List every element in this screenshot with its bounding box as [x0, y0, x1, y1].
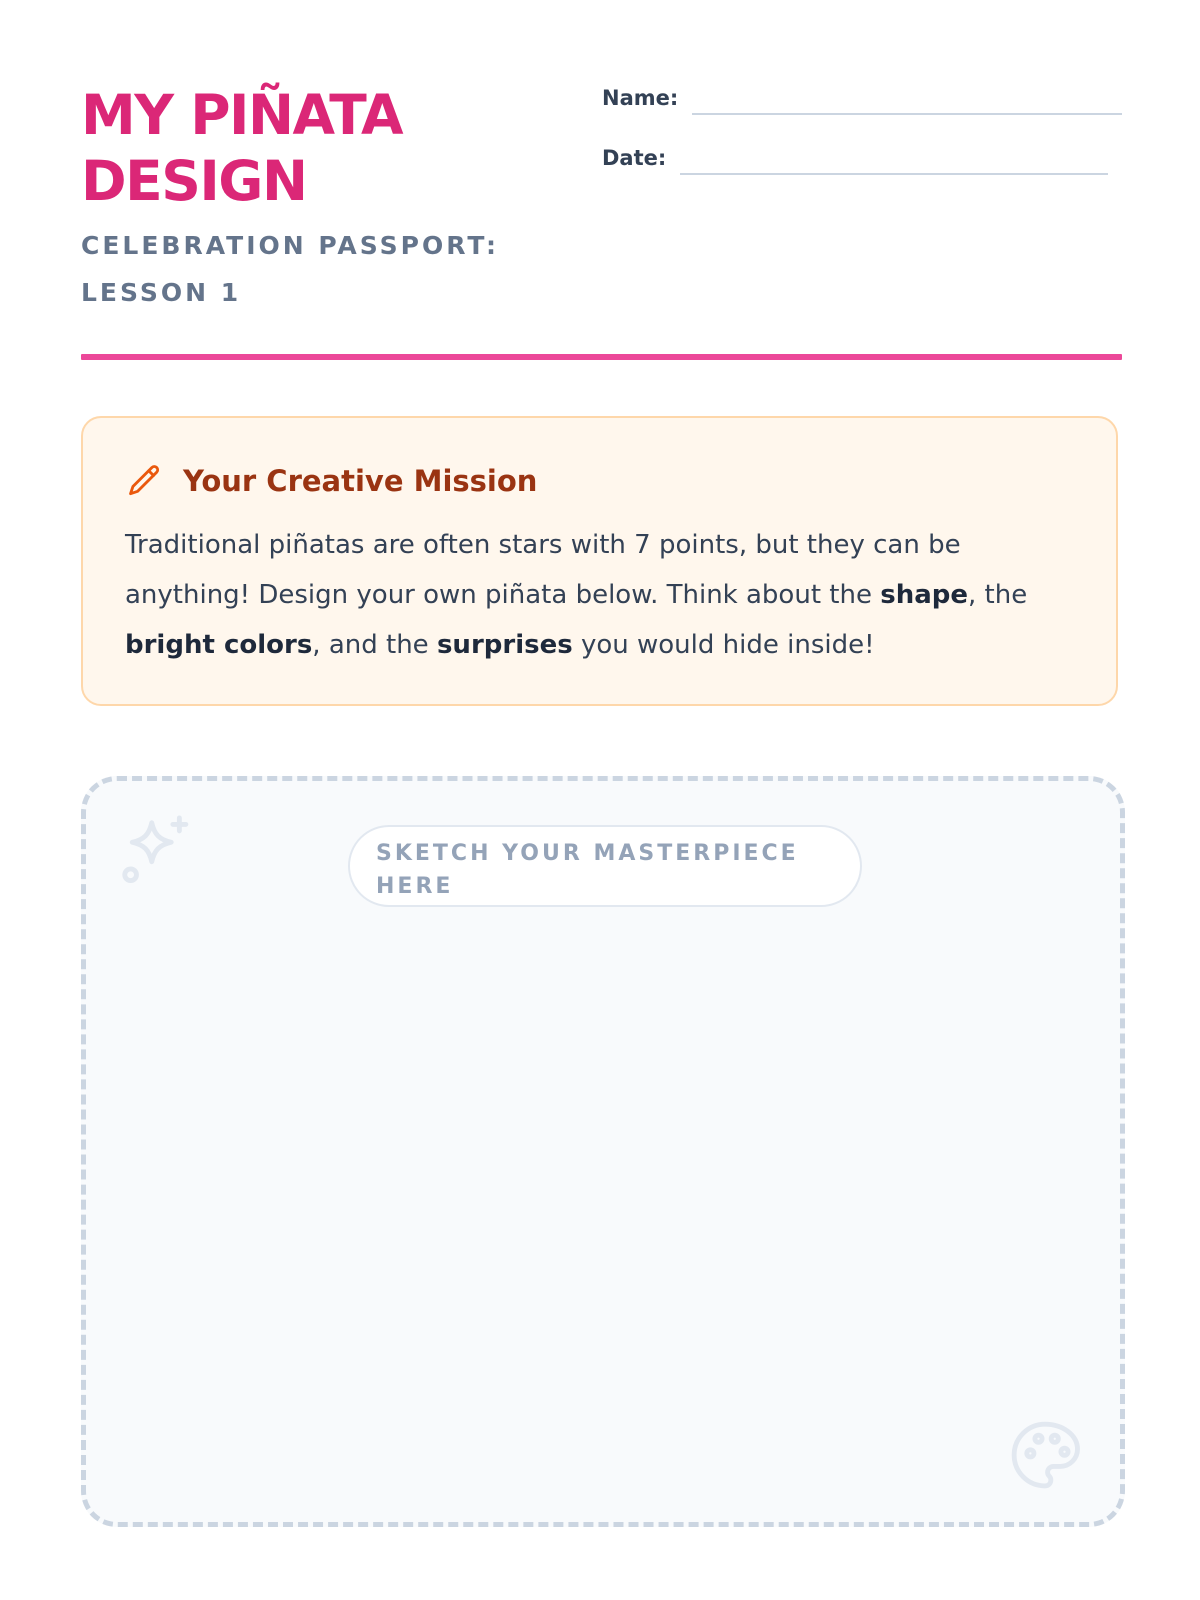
page-title: MY PIÑATA DESIGN: [81, 83, 403, 213]
sketch-area[interactable]: [81, 776, 1125, 1527]
mission-text-run: you would hide inside!: [572, 630, 875, 660]
header-divider: [81, 354, 1122, 360]
mission-text-run: , and the: [312, 630, 437, 660]
mission-text-emphasis: shape: [880, 580, 968, 610]
mission-text-run: , the: [968, 580, 1028, 610]
sketch-label-pill: SKETCH YOUR MASTERPIECE HERE: [348, 825, 862, 907]
name-field[interactable]: [602, 84, 1122, 112]
mission-text: [125, 520, 1085, 670]
mission-text-emphasis: surprises: [436, 630, 573, 660]
pencil-icon: [125, 462, 163, 500]
name-label: Name:: [602, 86, 679, 110]
date-write-line[interactable]: [680, 172, 1108, 175]
palette-icon: [1006, 1416, 1084, 1494]
sparkle-icon: [116, 813, 194, 891]
date-label: Date:: [602, 146, 667, 170]
mission-text-run: Traditional piñatas are often stars with 7 points, but they can be anything! Design your own piñata below. Think about the: [125, 530, 961, 610]
date-field[interactable]: [602, 144, 1108, 172]
mission-header: [125, 462, 537, 500]
mission-callout: [81, 416, 1118, 706]
name-write-line[interactable]: [692, 112, 1122, 115]
mission-title: Your Creative Mission: [183, 464, 538, 498]
page-subtitle: CELEBRATION PASSPORT: LESSON 1: [81, 231, 500, 307]
mission-text-emphasis: bright colors: [125, 630, 313, 660]
